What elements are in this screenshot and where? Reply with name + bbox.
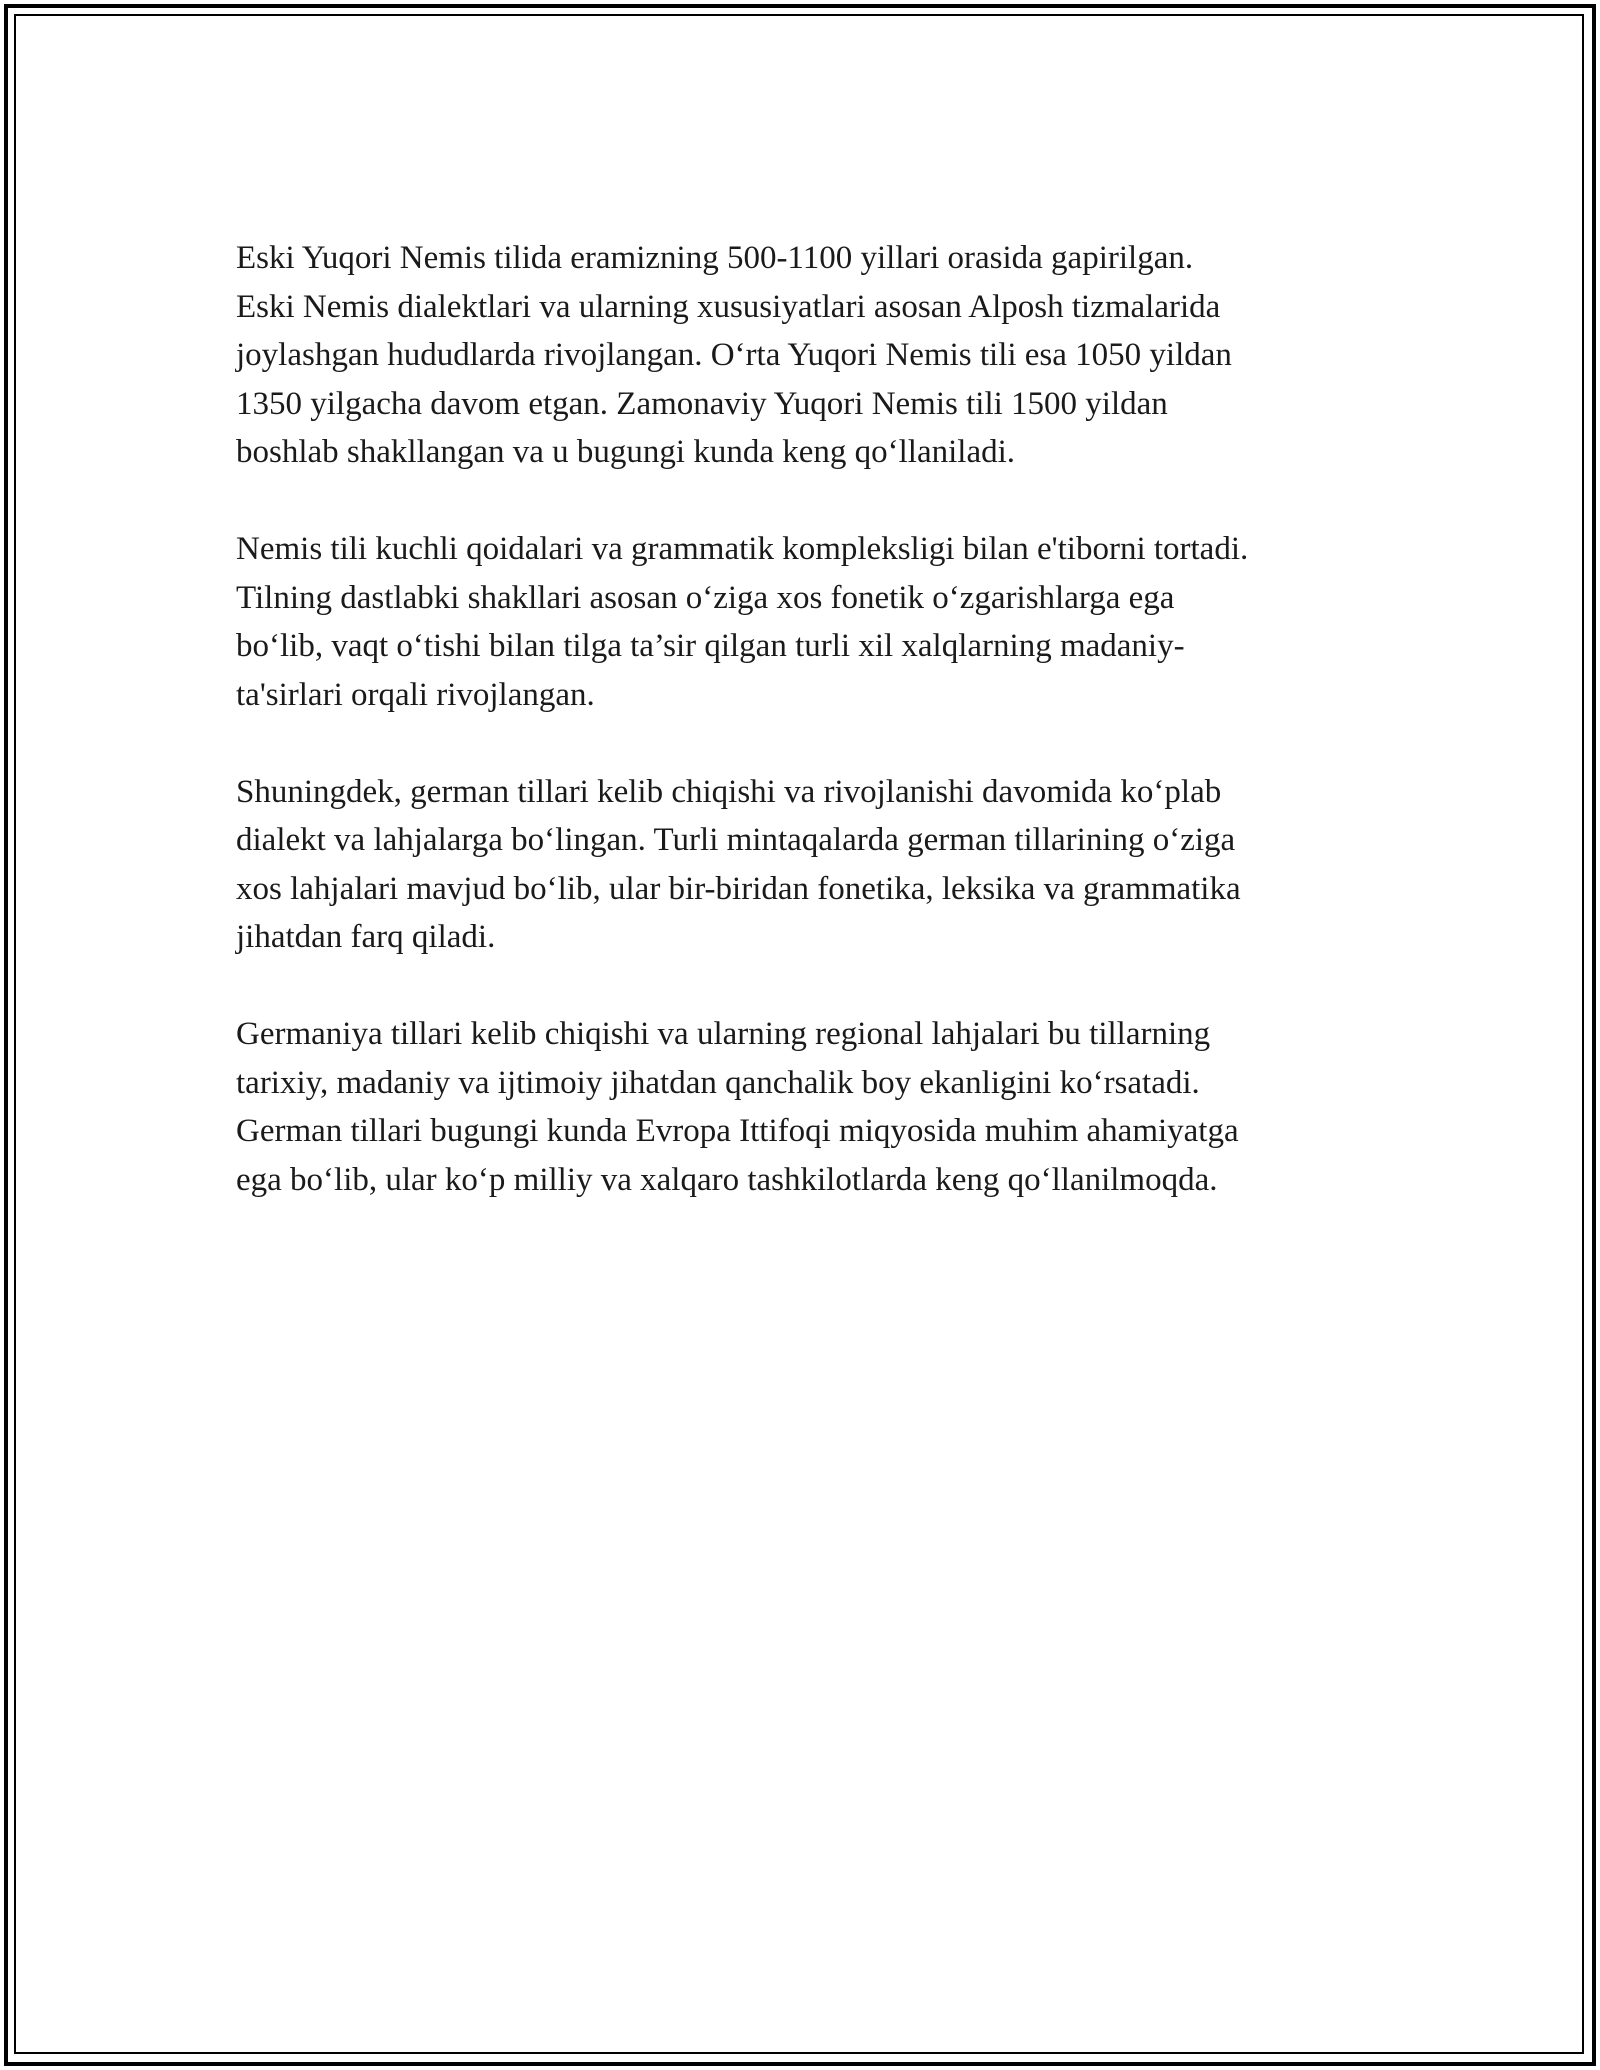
paragraph-2: Nemis tili kuchli qoidalari va grammatik kompleksligi bilan e'tiborni tortadi. Tilning dastlabki shakllari asosan o‘ziga xos fonetik o‘zgarishlarga ega bo‘lib, vaqt o‘tishi bilan tilga ta’sir qilgan turli xil xalqlarning madaniy- ta'sirlari orqali rivojlangan. (236, 531, 1249, 713)
paragraph-4: Germaniya tillari kelib chiqishi va ularning regional lahjalari bu tillarning tarixiy, madaniy va ijtimoiy jihatdan qanchalik boy ekanligini ko‘rsatadi. German tillari bugungi kunda Evropa Ittifoqi miqyosida muhim ahamiyatga ega bo‘lib, ular ko‘p milliy va xalqaro tashkilotlarda keng qo‘llanilmoqda. (236, 1016, 1239, 1198)
paragraph-3: Shuningdek, german tillari kelib chiqishi va rivojlanishi davomida ko‘plab dialekt va lahjalarga bo‘lingan. Turli mintaqalarda german tillarining o‘ziga xos lahjalari mavjud bo‘lib, ular bir-biridan fonetika, leksika va grammatika jihatdan farq qiladi. (236, 773, 1241, 955)
document-body (236, 234, 1376, 1253)
paragraph-1: Eski Yuqori Nemis tilida eramizning 500-1100 yillari orasida gapirilgan. Eski Nemis dialektlari va ularning xususiyatlari asosan Alposh tizmalarida joylashgan hududlarda rivojlangan. O‘rta Yuqori Nemis tili esa 1050 yildan 1350 yilgacha davom etgan. Zamonaviy Yuqori Nemis tili 1500 yildan boshlab shakllangan va u bugungi kunda keng qo‘llaniladi. (236, 240, 1232, 470)
